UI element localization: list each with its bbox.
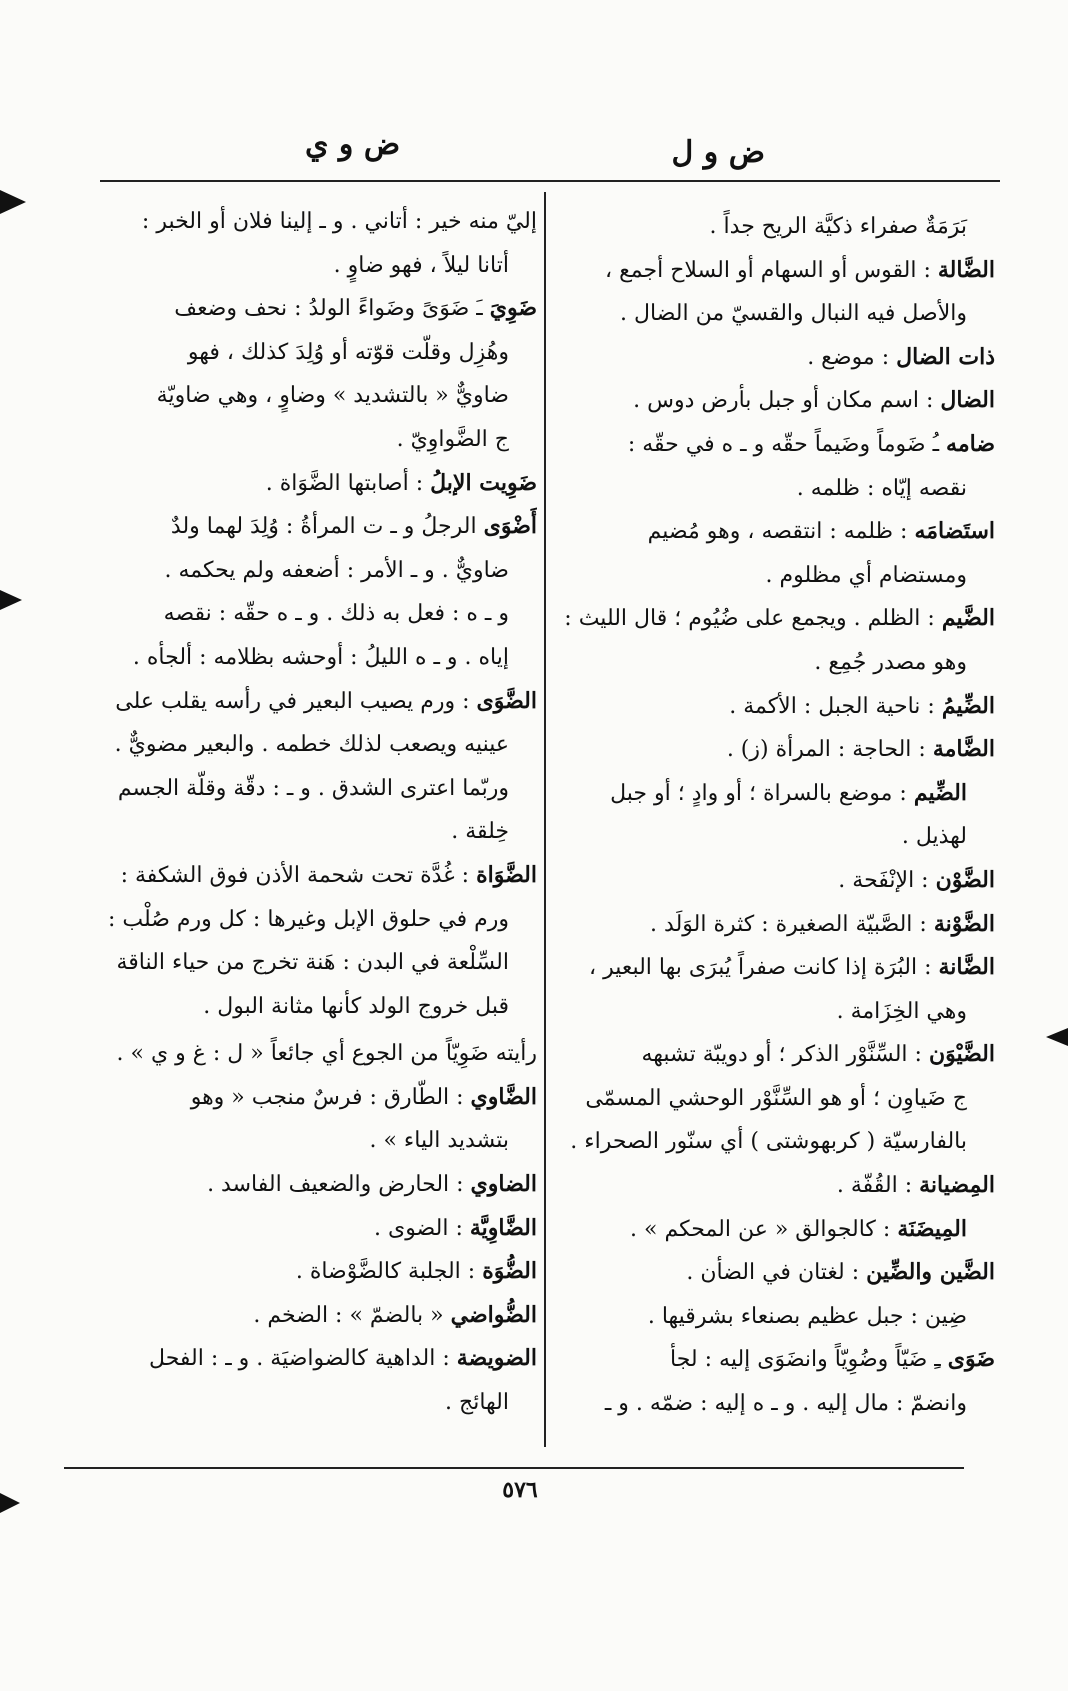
headword: ذات الضال <box>896 343 995 370</box>
entry-line <box>82 418 537 462</box>
definition-text: ـِ ضَيّاً وضُوِيّاً وانضَوَى إليه : لجأ <box>670 1347 948 1373</box>
entry-line <box>555 728 995 772</box>
definition-text: رأيته ضَوِيّاً من الجوع أي جائعاً « ل : غ و ي » . <box>116 1041 537 1067</box>
definition-text: بالفارسيّة ( كربهوشتى ) أي سنّور الصحراء . <box>570 1129 967 1155</box>
entry-line <box>82 374 537 418</box>
entry-line <box>82 636 537 680</box>
header-rule <box>100 180 1000 182</box>
definition-text: ـُ ضَوماً وضَيماً حقّه و ـ ه في حقّه : <box>627 431 947 457</box>
right-column <box>555 205 995 1426</box>
running-head-right: ض و ل <box>671 135 765 170</box>
entry-line <box>555 467 995 511</box>
entry-line <box>555 859 995 903</box>
entry-line <box>82 810 537 854</box>
headword: الضُّواضي <box>450 1301 537 1328</box>
entry-line <box>555 1033 995 1077</box>
entry-line <box>555 510 995 554</box>
entry-line <box>555 597 995 641</box>
definition-text: : السِّنَّوْر الذكر ؛ أو دويبّة تشبهه <box>641 1042 929 1068</box>
entry-line <box>555 1295 995 1339</box>
definition-text: إليّ منه خير : أتاني . و ـ إلينا فلان أو الخبر : <box>141 209 537 234</box>
headword: استَضامَه <box>914 518 995 545</box>
definition-text: وانضمّ : مال إليه . و ـ ه إليه : ضمّه . و ـ <box>604 1391 967 1417</box>
entry-line <box>82 549 537 593</box>
entry-line <box>82 287 537 331</box>
definition-text: : الإنْفَحة . <box>838 867 936 893</box>
scan-margin-mark <box>0 590 22 610</box>
entry-line <box>555 990 995 1034</box>
footer-rule <box>64 1467 964 1469</box>
definition-text: ضِين : جبل عظيم بصنعاء بشرقيها . <box>647 1303 967 1329</box>
headword: الضَّيْوَن <box>928 1041 995 1068</box>
entry-line <box>555 423 995 467</box>
left-column <box>82 200 537 1425</box>
entry-line <box>555 641 995 685</box>
definition-text: الهائج . <box>445 1390 509 1416</box>
definition-text: : غُدَّة تحت شحمة الأذن فوق الشكفة : <box>120 862 477 888</box>
entry-line <box>555 205 995 249</box>
page-header <box>100 127 1000 185</box>
entry-line <box>82 1076 537 1120</box>
entry-line <box>82 1207 537 1251</box>
headword: الضاوي <box>470 1171 537 1198</box>
scan-margin-mark <box>1046 1028 1068 1046</box>
scan-margin-mark <box>0 1493 20 1513</box>
definition-text: ضاويٌّ . و ـ الأمر : أضعفه ولم يحكمه . <box>164 557 509 583</box>
headword: الضويضة <box>456 1345 537 1372</box>
headword: الضَّوْن <box>935 866 995 893</box>
headword: ضامه <box>946 430 995 457</box>
entry-line <box>82 505 537 549</box>
page-number: ٥٧٦ <box>502 1477 538 1503</box>
headword: الضَّيم <box>941 605 995 632</box>
entry-line <box>555 815 995 859</box>
entry-line <box>555 1208 995 1252</box>
entry-line <box>555 1382 995 1426</box>
entry-line <box>82 200 537 244</box>
entry-line <box>555 1077 995 1121</box>
definition-text: ج الضَّواوِيّ . <box>396 426 509 452</box>
definition-text: : لغتان في الضأن . <box>686 1260 867 1286</box>
entry-line <box>82 1032 537 1076</box>
column-divider <box>544 192 546 1447</box>
entry-line <box>82 898 537 942</box>
definition-text: الرجلُ و ـ ت المرأةُ : وُلِدَ لهما ولدٌ <box>170 514 484 540</box>
entry-line <box>82 985 537 1029</box>
definition-text: وربّما اعترى الشدق . و ـ : دقّة وقلّة الجسم <box>117 775 509 801</box>
definition-text: و ـ ه : فعل به ذلك . و ـ ه حقّه : نقصه <box>163 601 509 627</box>
headword: الضَّوَى <box>476 687 537 714</box>
definition-text: : القُفّة . <box>836 1173 920 1199</box>
entry-line <box>82 462 537 506</box>
entry-line <box>555 685 995 729</box>
definition-text: « بالضمّ » : الضخم . <box>253 1302 451 1328</box>
headword: المِضيانة <box>919 1172 995 1199</box>
entry-line <box>82 331 537 375</box>
headword: الضَّانة <box>938 954 995 981</box>
headword: أَضْوَى <box>483 513 537 540</box>
headword: الضَّامة <box>932 736 995 763</box>
headword: الضَّوَاة <box>476 861 537 888</box>
definition-text: : الجلبة كالضَّوْضاة . <box>295 1259 483 1285</box>
entry-line <box>555 772 995 816</box>
definition-text: خِلقة . <box>451 819 509 845</box>
entry-line <box>82 854 537 898</box>
definition-text: : الضوى . <box>373 1215 470 1241</box>
definition-text: لهذيل . <box>901 824 967 850</box>
entry-line <box>555 1120 995 1164</box>
entry-line <box>555 379 995 423</box>
definition-text: : ورم يصيب البعير في رأسه يقلب على <box>115 688 477 714</box>
entry-line <box>555 1338 995 1382</box>
headword: الضَّاوي <box>470 1083 537 1110</box>
entry-line <box>555 946 995 990</box>
definition-text: وهو مصدر جُمِع . <box>814 649 967 675</box>
definition-text: ومستضام أي مظلوم . <box>765 562 967 588</box>
headword: ضَوِيَ <box>489 295 537 322</box>
entry-line <box>555 1251 995 1295</box>
entry-line <box>82 1337 537 1381</box>
definition-text: ج ضَياوِن ؛ أو هو السِّنَّوْر الوحشي المسمّى <box>585 1085 967 1111</box>
entry-line <box>82 592 537 636</box>
definition-text: بتشديد الياء » . <box>369 1128 509 1154</box>
headword: الضَّاوِيَّة <box>469 1214 537 1241</box>
definition-text: : الصَّبيّة الصغيرة : كثرة الوَلَد . <box>650 911 934 937</box>
definition-text: : الداهية كالضواضيَة . و ـ : الفحل <box>149 1346 457 1372</box>
definition-text: إياه . و ـ ه الليلُ : أوحشه بظلامه : ألجأه . <box>132 644 509 670</box>
entry-line <box>82 1250 537 1294</box>
definition-text: : الحاجة : المرأة (ز) . <box>726 737 933 763</box>
definition-text: : كالجوالق « عن المحكم » . <box>630 1216 898 1242</box>
entry-line <box>555 292 995 336</box>
definition-text: ضاويٌّ « بالتشديد » وضاوٍ ، وهي ضاويّة <box>156 383 509 409</box>
entry-line <box>82 1119 537 1163</box>
headword: الضِّيمُ <box>941 692 995 719</box>
definition-text: : موضع بالسراة ؛ أو وادٍ ؛ أو جبل <box>610 780 914 806</box>
scan-margin-mark <box>0 190 26 214</box>
entry-line <box>82 767 537 811</box>
entry-line <box>82 1163 537 1207</box>
headword: ضَوِيت الإبلُ <box>430 469 537 496</box>
entry-line <box>82 723 537 767</box>
headword: الضَّوْنة <box>933 910 995 937</box>
entry-line <box>555 903 995 947</box>
entry-line <box>555 554 995 598</box>
definition-text: نقصه إيّاه : ظلمه . <box>796 475 967 501</box>
definition-text: وهُزِل وقلّت قوّته أو وُلِدَ كذلك ، فهو <box>187 339 509 365</box>
definition-text: قبل خروج الولد كأنها مثانة البول . <box>203 993 509 1019</box>
definition-text: : ظلمه : انتقصه ، وهو مُضيم <box>647 519 915 545</box>
definition-text: عينيه ويصعب لذلك خطمه . والبعير مضويٌّ . <box>114 732 509 758</box>
definition-text: : البُرَة إذا كانت صفراً يُبرَى بها البعير ، <box>588 955 939 981</box>
definition-text: : الطّارق : فرسٌ منجب « وهو <box>190 1084 471 1110</box>
entry-line <box>82 244 537 288</box>
entry-line <box>555 336 995 380</box>
headword: الضَّالة <box>937 256 995 283</box>
entry-line <box>555 1164 995 1208</box>
entry-line <box>82 941 537 985</box>
definition-text: : موضع . <box>807 344 897 370</box>
definition-text: : أصابتها الضَّوَاة . <box>265 470 431 496</box>
entry-line <box>82 1381 537 1425</box>
headword: المِيضَنَة <box>897 1215 967 1242</box>
headword: ضَوَى <box>947 1346 995 1373</box>
entry-line <box>555 249 995 293</box>
entry-line <box>82 680 537 724</box>
definition-text: : الظلم . ويجمع على ضُيُوم ؛ قال الليث : <box>564 606 942 632</box>
definition-text: : القوس أو السهام أو السلاح أجمع ، <box>604 257 938 283</box>
definition-text: : ناحية الجبل : الأكمة . <box>729 693 942 719</box>
definition-text: والأصل فيه النبال والقسيّ من الضال . <box>620 301 967 327</box>
definition-text: بَرَمَةٌ صفراء ذكيَّة الريح جداً . <box>709 214 967 239</box>
headword: الضَّين والضِّين <box>866 1259 995 1286</box>
definition-text: السِّلْعة في البدن : هَنة تخرج من حياء الناقة <box>116 950 509 976</box>
running-head-left: ض و ي <box>305 127 401 162</box>
definition-text: : الحارض والضعيف الفاسد . <box>207 1172 471 1198</box>
definition-text: : اسم مكان أو جبل بأرض دوس . <box>633 388 941 414</box>
headword: الضال <box>940 387 995 414</box>
entry-line <box>82 1294 537 1338</box>
definition-text: ـَ ضَوَىً وضَواءً الولدُ : نحف وضعف <box>174 296 490 322</box>
headword: الضُّوَة <box>482 1258 537 1285</box>
headword: الضِّيم <box>913 779 967 806</box>
definition-text: أتانا ليلاً ، فهو ضاوٍ . <box>333 252 509 278</box>
definition-text: وهي الخِزَامة . <box>836 998 967 1024</box>
definition-text: ورم في حلوق الإبل وغيرها : كل ورم صُلْب : <box>107 906 509 932</box>
